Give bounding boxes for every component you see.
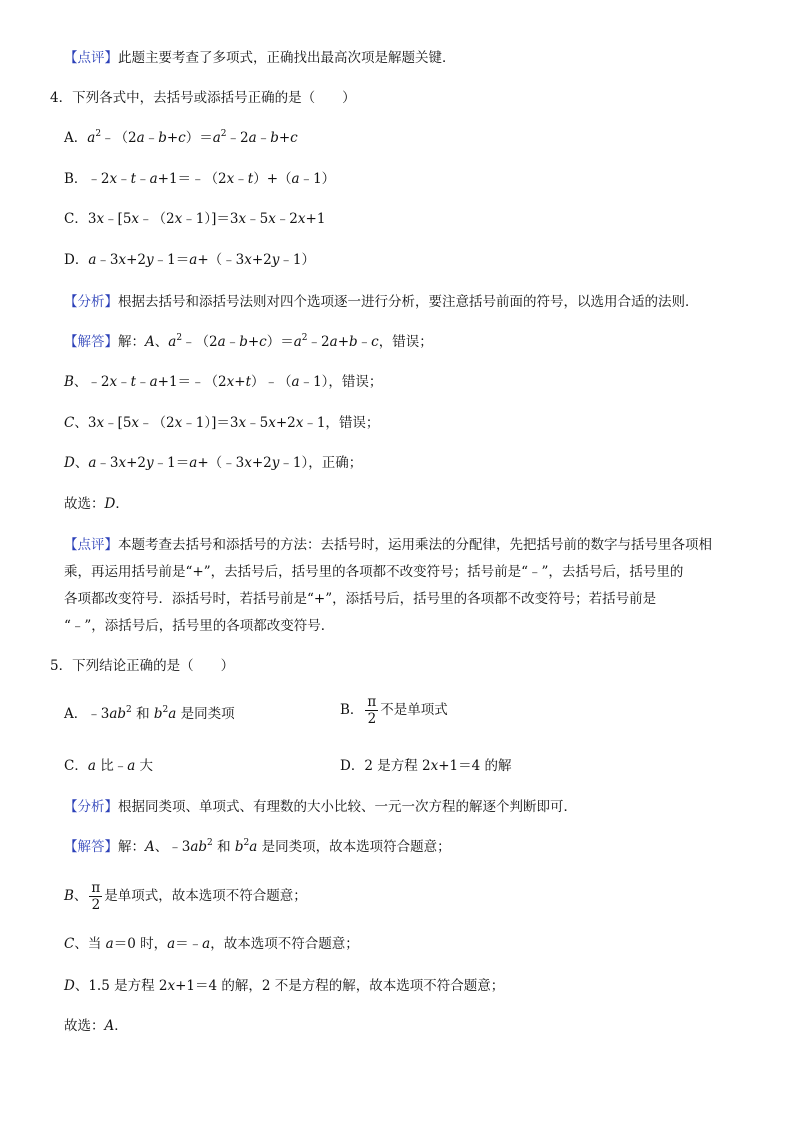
answer-text: 是同类项，故本选项符合题意； [261, 839, 451, 855]
verdict: 正确； [321, 455, 363, 471]
question-4-stem: 4．下列各式中，去括号或添括号正确的是（ ） [50, 90, 356, 106]
q5-choose: 故选：A． [64, 1018, 128, 1034]
option-text: 2 是方程 2 [364, 758, 431, 774]
fraction-numerator: π [91, 880, 101, 896]
q4-option-a: A．$a^2﹣(2a﹣b+c)=a^2﹣2a﹣b+c$ [64, 129, 298, 146]
q4-answer-d: D、a﹣3x+2y﹣1＝a+（﹣3x+2y﹣1），正确； [64, 455, 363, 471]
option-label: D． [64, 252, 89, 268]
option-label: A． [64, 130, 88, 146]
q4-comment-3: 各项都改变符号．添括号时，若括号前是“+”，添括号后，括号里的各项都不改变符号；若括号前是 [64, 591, 657, 607]
verdict: 错误； [338, 415, 380, 431]
option-label: D． [340, 758, 365, 774]
comment-tag: 【点评】 [64, 537, 118, 553]
option-label: A． [64, 706, 88, 722]
analysis-text: 根据同类项、单项式、有理数的大小比较、一元一次方程的解逐个判断即可． [118, 799, 577, 815]
answer-tag: 【解答】 [64, 334, 118, 350]
pi-over-2-fraction [365, 694, 378, 727]
fraction-denominator: 2 [367, 711, 377, 727]
choose-value: D [104, 496, 116, 512]
analysis-tag: 【分析】 [64, 294, 118, 310]
analysis-text: 根据去括号和添括号法则对四个选项逐一进行分析，要注意括号前面的符号，以选用合适的法则． [118, 294, 699, 310]
q5-option-c: C．a 比﹣a 大 [64, 758, 154, 774]
q4-choose: 故选：D． [64, 496, 129, 512]
q4-comment-2: 乘，再运用括号前是“+”，去括号后，括号里的各项都不改变符号；括号前是“﹣”，去括号后，括号里的 [64, 564, 684, 580]
option-label: C． [64, 211, 88, 227]
option-label: C． [64, 758, 88, 774]
q5-answer-b: B、 $\frac{\pi}{2}$ 是单项式，故本选项不符合题意； [64, 880, 307, 913]
choose-label: 故选： [64, 1018, 105, 1034]
comment-text: 本题考查去括号和添括号的方法：去括号时，运用乘法的分配律，先把括号前的数字与括号里各项相 [118, 537, 712, 553]
answer-tag: 【解答】 [64, 839, 118, 855]
option-label: B． [64, 171, 88, 187]
verdict: 错误； [392, 334, 433, 350]
choose-label: 故选： [64, 496, 105, 512]
q5-option-b [340, 694, 448, 727]
q4-answer-a: 【解答】解：A、$a^2﹣(2a﹣b+c)=a^2﹣2a+b﹣c$，错误； [64, 333, 433, 350]
q5-analysis [64, 797, 577, 817]
q4-answer-c: C、3x﹣[5x﹣（2x﹣1）]＝3x﹣5x+2x﹣1，错误； [64, 415, 380, 431]
q5-answer-d: D、1.5 是方程 2x+1＝4 的解，2 不是方程的解，故本选项不符合题意； [64, 978, 505, 994]
answer-prefix: 解： [118, 839, 145, 855]
q4-answer-b: B、﹣2x﹣t﹣a+1＝﹣（2x+t）﹣（a﹣1），错误； [64, 374, 383, 390]
option-text: 不是单项式 [380, 702, 448, 718]
q5-answer-a: 【解答】解：A、$﹣3ab^2$ 和 $b^2a$ 是同类项，故本选项符合题意； [64, 838, 451, 855]
answer-text: 1.5 是方程 2 [88, 978, 168, 994]
option-text: 是同类项 [180, 706, 235, 722]
analysis-tag: 【分析】 [64, 799, 118, 815]
answer-text: 是单项式，故本选项不符合题意； [104, 888, 307, 904]
option-text: +1＝4 的解 [438, 758, 512, 774]
q5-answer-c: C、当 a＝0 时，a＝﹣a，故本选项不符合题意； [64, 936, 359, 952]
q4-analysis [64, 292, 699, 312]
answer-prefix: 解： [118, 334, 145, 350]
question-5-stem: 5．下列结论正确的是（ ） [50, 658, 235, 674]
option-label: B． [340, 702, 364, 718]
q4-comment-1 [64, 535, 712, 555]
verdict: 错误； [341, 374, 383, 390]
pi-over-2-fraction [89, 880, 102, 913]
answer-text: ，故本选项不符合题意； [210, 936, 359, 952]
q5-option-d: D．2 是方程 2x+1＝4 的解 [340, 758, 512, 774]
q4-option-b: B．﹣2x﹣t﹣a+1＝﹣（2x﹣t）+（a﹣1） [64, 171, 336, 187]
fraction-denominator: 2 [91, 897, 101, 913]
comment-line [64, 48, 456, 68]
comment-tag: 【点评】 [64, 50, 118, 66]
q4-option-d: D．a﹣3x+2y﹣1＝a+（﹣3x+2y﹣1） [64, 252, 315, 268]
q5-option-a: A．$﹣3ab^2$ 和 $b^2a$ 是同类项 [64, 705, 235, 722]
comment-text: 此题主要考查了多项式，正确找出最高次项是解题关键． [118, 50, 456, 66]
q4-option-c: C．3x﹣[5x﹣（2x﹣1）]＝3x﹣5x﹣2x+1 [64, 211, 326, 227]
answer-text: +1＝4 的解，2 不是方程的解，故本选项不符合题意； [175, 978, 505, 994]
q4-comment-4: “﹣”，添括号后，括号里的各项都改变符号． [64, 618, 335, 634]
fraction-numerator: π [367, 694, 377, 710]
choose-value: A [104, 1018, 115, 1034]
